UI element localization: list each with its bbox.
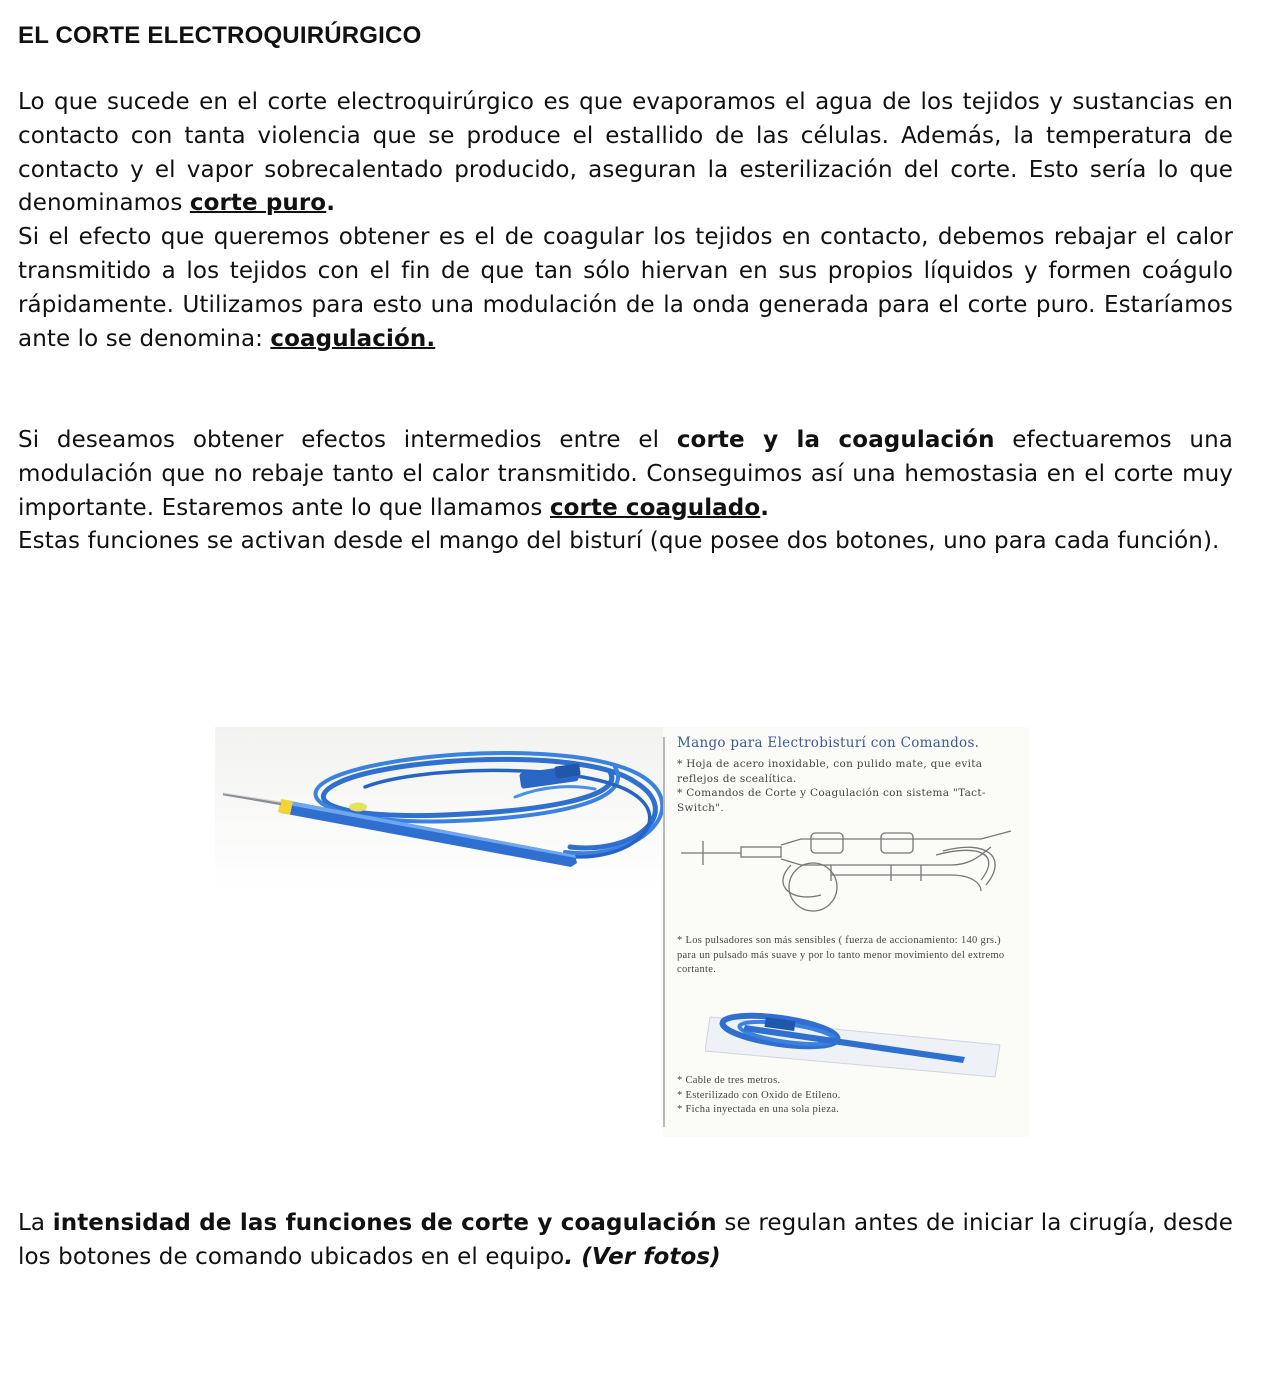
paragraph-intensidad [18,1207,1233,1275]
text-span: . [326,190,336,217]
sterile-package-image [705,1007,1005,1082]
text-span: La [18,1210,53,1236]
text-span: se regulan antes de iniciar la cirugía, desde los botones de comando ubicados en el equipo [18,1210,1233,1270]
text-span: . [760,494,770,521]
text-span: Si deseamos obtener efectos intermedios entre el [18,427,677,453]
figure-note: * Esterilizado con Oxido de Etileno. [677,1089,841,1101]
page-title: EL CORTE ELECTROQUIRÚRGICO [18,22,422,49]
text-span: Si el efecto que queremos obtener es el de coagular los tejidos en contacto, debemos rebajar el calor transmitido a los tejidos con el fin de que tan sólo hiervan en sus propios líquidos y formen coágulo rápidamente. Utilizamos para esto una modulación de la onda generada para el corte puro. Estaríamos ante lo se denomina: [18,224,1233,352]
term-corte-coagulado: corte coagulado [549,494,761,521]
figure-note: * Comandos de Corte y Coagulación con sistema "Tact-Switch". [677,787,986,814]
figure-caption-bottom [677,1074,1022,1118]
figure-heading: Mango para Electrobisturí con Comandos. [677,735,980,751]
figure-note: * Los pulsadores son más sensibles ( fuerza de accionamiento: 140 grs.) para un pulsado más suave y por lo tanto menor movimiento del extremo cortante. [677,935,1005,975]
ver-fotos-note: . (Ver fotos) [564,1243,721,1270]
electroscalpel-photo [215,727,663,1137]
figure-note: * Hoja de acero inoxidable, con pulido mate, que evita reflejos de scealítica. [677,758,983,785]
term-intensidad: intensidad de las funciones de corte y coagulación [52,1210,717,1236]
text-span: Lo que sucede en el corte electroquirúrgico es que evaporamos el agua de los tejidos y sustancias en contacto con tanta violencia que se produce el estallido de las células. Además, la temperatura de contacto y el vapor sobrecalentado producido, aseguran la esterilización del corte. Esto sería lo que denominamos [18,89,1233,217]
switch-mechanism-diagram [681,825,1021,935]
electroscalpel-pencil-image [215,727,663,1137]
term-corte-puro: corte puro [189,190,327,217]
term-coagulacion: coagulación. [270,325,436,352]
paragraph-corte-coagulado [18,424,1233,559]
figure-caption-middle [677,934,1022,978]
figure-note: * Cable de tres metros. [677,1075,781,1086]
figure-divider [663,737,665,1127]
term-corte-y-coagulacion: corte y la coagulación [676,427,995,453]
paragraph-corte-puro [18,86,1233,356]
figure-note: * Ficha inyectada en una sola pieza. [677,1104,840,1115]
electroscalpel-figure [215,727,1029,1137]
figure-caption [677,735,1022,815]
text-span: Estas funciones se activan desde el mango del bisturí (que posee dos botones, uno para cada función). [18,528,1220,555]
text-span: efectuaremos una modulación que no rebaje tanto el calor transmitido. Conseguimos así una hemostasia en el corte muy importante. Estaremos ante lo que llamamos [18,427,1233,521]
